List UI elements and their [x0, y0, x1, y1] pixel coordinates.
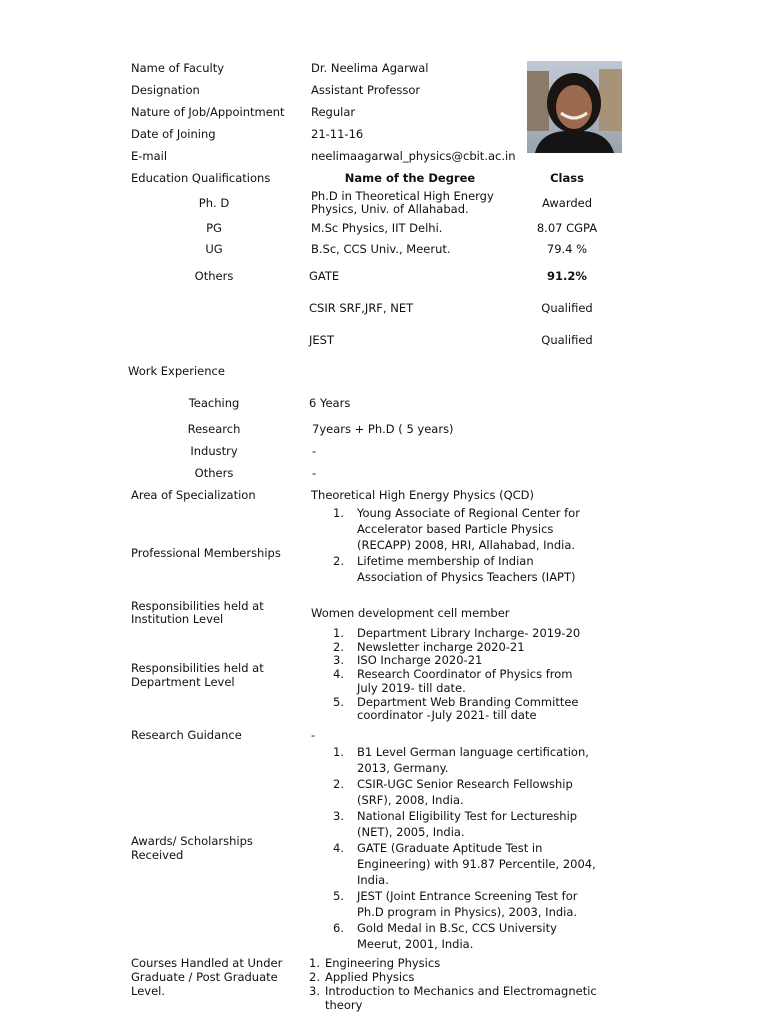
- edu-degree-phd: Ph.D in Theoretical High Energy: [311, 189, 494, 203]
- courses-label-line2: Graduate / Post Graduate: [131, 970, 278, 984]
- nature-value: Regular: [311, 105, 356, 119]
- edu-degree-ug: B.Sc, CCS Univ., Meerut.: [311, 242, 451, 256]
- faculty-name-value: Dr. Neelima Agarwal: [311, 61, 429, 75]
- edu-level-phd: Ph. D: [198, 196, 230, 210]
- teaching-label: Teaching: [188, 396, 240, 410]
- edu-class-csir: Qualified: [541, 301, 593, 315]
- edu-level-pg: PG: [206, 221, 222, 235]
- list-item: 1. B1 Level German language certification, 2013, Germany.: [333, 745, 589, 775]
- list-item: 4. GATE (Graduate Aptitude Test in Engineering) with 91.87 Percentile, 2004, India.: [333, 841, 596, 887]
- others-label: Others: [194, 466, 234, 480]
- edu-degree-csir: CSIR SRF,JRF, NET: [309, 301, 414, 315]
- specialization-label: Area of Specialization: [131, 488, 256, 502]
- edu-class-phd: Awarded: [541, 196, 593, 210]
- list-item: 3. ISO Incharge 2020-21: [333, 653, 483, 668]
- email-value[interactable]: neelimaagarwal_physics@cbit.ac.in: [311, 149, 516, 163]
- edu-degree-gate: GATE: [309, 269, 340, 283]
- inst-resp-label-line2: Institution Level: [131, 612, 224, 626]
- memberships-label: Professional Memberships: [131, 546, 281, 560]
- others-value: -: [312, 466, 317, 480]
- edu-level-ug: UG: [205, 242, 223, 256]
- specialization-value: Theoretical High Energy Physics (QCD): [311, 488, 534, 502]
- awards-label-line2: Received: [131, 848, 184, 862]
- courses-list: [309, 956, 619, 1012]
- doj-label: Date of Joining: [131, 127, 216, 141]
- list-item: 4. Research Coordinator of Physics from July 2019- till date.: [333, 667, 573, 695]
- edu-class-ug: 79.4 %: [546, 242, 588, 256]
- courses-label: Courses Handled at Under: [131, 956, 283, 970]
- list-item: 6. Gold Medal in B.Sc, CCS University Meerut, 2001, India.: [333, 921, 557, 951]
- doj-value: 21-11-16: [311, 127, 364, 141]
- courses-label-line3: Level.: [131, 984, 166, 998]
- list-item: 2. Applied Physics: [309, 970, 415, 984]
- list-item: 1. Engineering Physics: [309, 956, 441, 970]
- dept-resp-label: Responsibilities held at: [131, 661, 264, 675]
- industry-label: Industry: [190, 444, 238, 458]
- email-label: E-mail: [131, 149, 168, 163]
- edu-class-jest: Qualified: [541, 333, 593, 347]
- research-value: 7years + Ph.D ( 5 years): [312, 422, 454, 436]
- industry-value: -: [312, 444, 317, 458]
- profile-photo: [527, 61, 622, 153]
- degree-column-header: Name of the Degree: [344, 171, 476, 185]
- edu-degree-pg: M.Sc Physics, IIT Delhi.: [311, 221, 443, 235]
- edu-degree-phd-line2: Physics, Univ. of Allahabad.: [311, 202, 469, 216]
- designation-label: Designation: [131, 83, 200, 97]
- edu-degree-jest: JEST: [309, 333, 334, 347]
- list-item: 3. National Eligibility Test for Lectureship (NET), 2005, India.: [333, 809, 578, 839]
- list-item: 2. Lifetime membership of Indian Association of Physics Teachers (IAPT): [333, 554, 576, 584]
- work-experience-label: Work Experience: [128, 364, 225, 378]
- education-label: Education Qualifications: [131, 171, 271, 185]
- inst-resp-label: Responsibilities held at: [131, 599, 264, 613]
- awards-label: Awards/ Scholarships: [131, 834, 253, 848]
- edu-class-pg: 8.07 CGPA: [536, 221, 598, 235]
- inst-resp-value: Women development cell member: [311, 606, 510, 620]
- memberships-list: [311, 505, 601, 585]
- research-label: Research: [187, 422, 241, 436]
- class-column-header: Class: [550, 171, 584, 185]
- list-item: 5. JEST (Joint Entrance Screening Test for Ph.D program in Physics), 2003, India.: [333, 889, 578, 919]
- designation-value: Assistant Professor: [311, 83, 421, 97]
- list-item: 5. Department Web Branding Committee coordinator -July 2021- till date: [333, 694, 579, 723]
- list-item: 2. Newsletter incharge 2020-21: [333, 639, 525, 654]
- dept-resp-list: [311, 627, 591, 723]
- awards-list: [311, 744, 601, 952]
- list-item: 1. Department Library Incharge- 2019-20: [333, 626, 581, 640]
- faculty-name-label: Name of Faculty: [131, 61, 225, 75]
- list-item: 3. Introduction to Mechanics and Electromagnetic theory: [309, 984, 597, 1012]
- guidance-label: Research Guidance: [131, 728, 242, 742]
- edu-level-others: Others: [194, 269, 234, 283]
- edu-class-gate: 91.2%: [547, 269, 587, 283]
- list-item: 2. CSIR-UGC Senior Research Fellowship (SRF), 2008, India.: [333, 777, 573, 807]
- guidance-value: -: [311, 728, 316, 742]
- nature-label: Nature of Job/Appointment: [131, 105, 285, 119]
- teaching-value: 6 Years: [309, 396, 351, 410]
- dept-resp-label-line2: Department Level: [131, 675, 235, 689]
- list-item: 1. Young Associate of Regional Center for Accelerator based Particle Physics (RECAPP) 2008, HRI, Allahabad, India.: [333, 506, 580, 552]
